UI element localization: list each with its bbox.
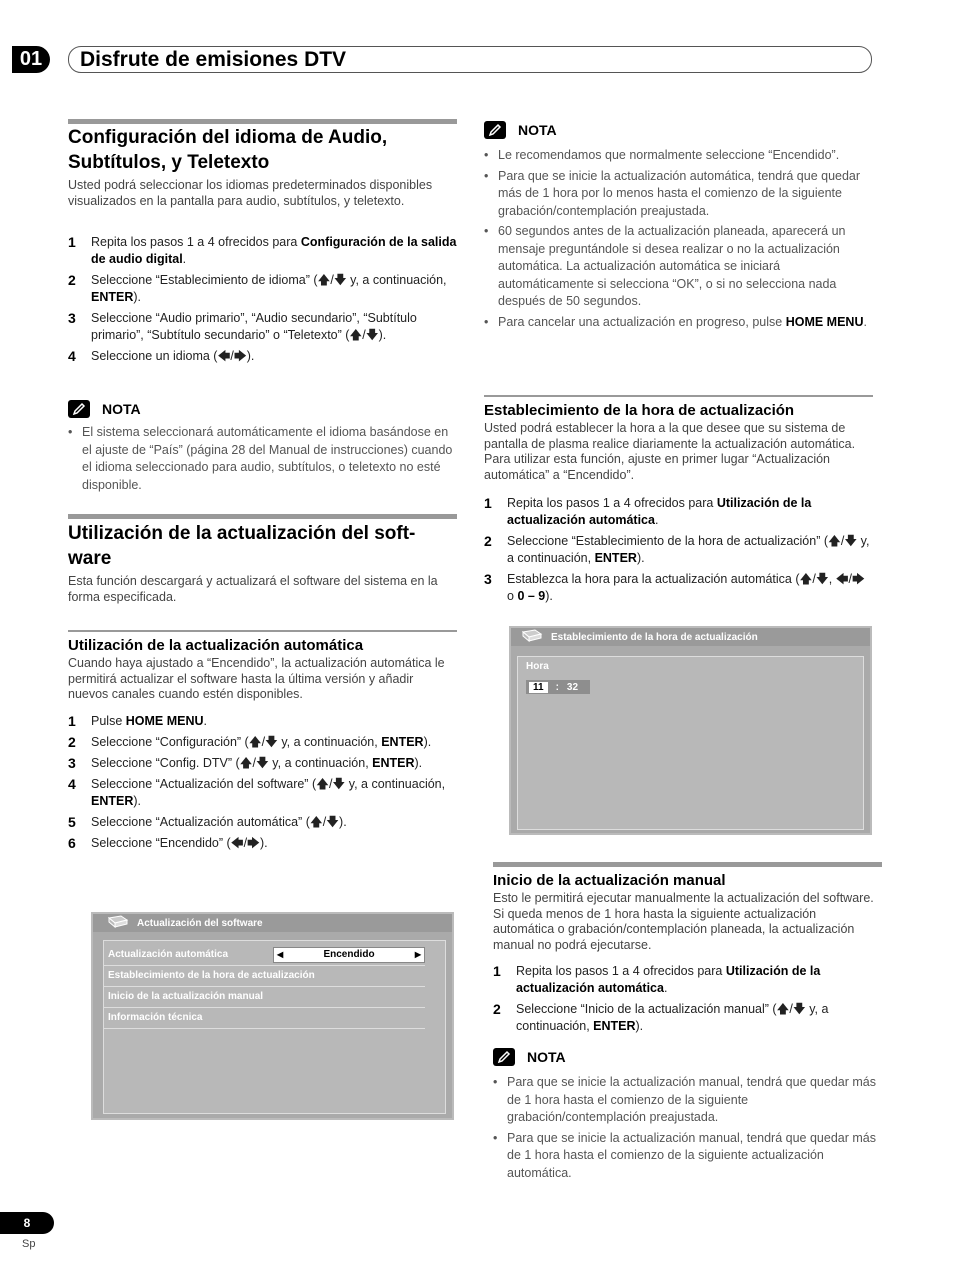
software-update-screen	[91, 912, 454, 1120]
step-text: Repita los pasos 1 a 4 ofrecidos para Utilización de la actualización automática.	[507, 496, 812, 527]
section-rule	[493, 862, 882, 867]
nota-item: • Para cancelar una actualización en progreso, pulse HOME MENU.	[484, 314, 867, 329]
step-item	[68, 348, 457, 365]
menu-row-auto-update[interactable]: Actualización automática ◀ Encendido ▶	[104, 945, 425, 966]
step-item	[68, 755, 457, 772]
tv-icon	[521, 629, 543, 646]
step-number: 3	[68, 310, 76, 326]
language-code: Sp	[22, 1238, 36, 1250]
nota-item: • El sistema seleccionará automáticamente el idioma basándose en el ajuste de “País” (página 28 del Manual de instrucciones) cuando el idioma seleccionado para audio, subtítulos, o teletexto no esté disponible.	[68, 425, 453, 492]
step-number: 5	[68, 814, 76, 830]
nota-manual	[493, 1048, 882, 1185]
steps-update-time	[484, 495, 873, 609]
pencil-icon	[68, 400, 90, 418]
step-number: 1	[68, 234, 76, 250]
step-number: 1	[484, 495, 492, 511]
step-item	[68, 234, 457, 268]
step-text: Pulse HOME MENU.	[91, 714, 208, 728]
step-number: 2	[68, 272, 76, 288]
nota-label: NOTA	[527, 1049, 566, 1065]
nota-label: NOTA	[518, 122, 557, 138]
step-text: Seleccione “Audio primario”, “Audio secundario”, “Subtítulo primario”, “Subtítulo secundario” o “Teletexto” (🡅/🡇).	[91, 311, 417, 342]
step-item	[68, 272, 457, 306]
step-text: Repita los pasos 1 a 4 ofrecidos para Utilización de la actualización automática.	[516, 964, 821, 995]
step-text: Repita los pasos 1 a 4 ofrecidos para Configuración de la salida de audio digital.	[91, 235, 457, 266]
section-title-line2: ware	[68, 548, 112, 569]
section-title-line1: Configuración del idioma de Audio,	[68, 127, 388, 148]
step-item	[68, 776, 457, 810]
steps-auto-update	[68, 713, 457, 856]
subsection-rule	[484, 395, 873, 397]
step-text: Seleccione un idioma (🡄/🡆).	[91, 349, 255, 363]
section-rule	[68, 514, 457, 519]
section-title-line1: Utilización de la actualización del soft-	[68, 523, 416, 544]
step-number: 4	[68, 348, 76, 364]
screen-title: Establecimiento de la hora de actualización	[551, 631, 758, 643]
arrow-left-icon[interactable]: ◀	[277, 950, 284, 959]
section-audio-language	[68, 125, 457, 209]
step-item	[493, 1001, 882, 1035]
step-text: Seleccione “Actualización automática” (🡅/🡇).	[91, 815, 347, 829]
menu-row[interactable]: Información técnica	[104, 1008, 425, 1029]
step-item	[68, 835, 457, 852]
section-software-update	[68, 521, 457, 605]
step-item	[68, 310, 457, 344]
minute-input[interactable]: 32	[566, 681, 579, 693]
hour-input[interactable]: 11	[529, 682, 548, 693]
nota-item: • 60 segundos antes de la actualización planeada, aparecerá un mensaje preguntándole si desea realizar o no la actualización automática. La actualización automática se iniciará automáticamente si selecciona “OK”, o si no selecciona nada después de 50 segundos.	[484, 224, 846, 308]
subsection-intro: Usted podrá establecer la hora a la que desee que su sistema de pantalla de plasma realice diariamente la actualización automática. Para utilizar esta función, ajuste en primer lugar “Actualización automática” a “Encendido”.	[484, 421, 856, 482]
tv-icon	[107, 915, 129, 932]
step-item	[484, 495, 873, 529]
steps-audio-language	[68, 234, 457, 369]
nota-item: • Para que se inicie la actualización manual, tendrá que quedar más de 1 hora hasta el comienzo de la siguiente grabación/contemplación preajustada.	[493, 1075, 876, 1124]
subsection-title: Establecimiento de la hora de actualización	[484, 402, 795, 419]
nota-audio	[68, 400, 457, 497]
step-number: 3	[484, 571, 492, 587]
step-item	[68, 814, 457, 831]
subsection-intro: Esto le permitirá ejecutar manualmente la actualización del software. Si queda menos de 1 hora hasta la siguiente actualización automática o grabación/contemplación planeada, la actualización manual no podrá ejecutarse.	[493, 891, 874, 952]
step-text: Seleccione “Configuración” (🡅/🡇 y, a continuación, ENTER).	[91, 735, 432, 749]
step-item	[68, 713, 457, 730]
subsection-manual-update	[493, 872, 878, 953]
step-number: 6	[68, 835, 76, 851]
subsection-title: Inicio de la actualización manual	[493, 872, 726, 889]
subsection-update-time	[484, 402, 873, 483]
step-text: Seleccione “Inicio de la actualización manual” (🡅/🡇 y, a continuación, ENTER).	[516, 1002, 829, 1033]
step-text: Seleccione “Config. DTV” (🡅/🡇 y, a continuación, ENTER).	[91, 756, 423, 770]
step-number: 2	[484, 533, 492, 549]
chapter-title: Disfrute de emisiones DTV	[80, 48, 347, 71]
step-text: Seleccione “Establecimiento de idioma” (🡅/🡇 y, a continuación, ENTER).	[91, 273, 447, 304]
step-number: 1	[493, 963, 501, 979]
time-label: Hora	[526, 661, 549, 672]
step-item	[484, 533, 873, 567]
time-field[interactable]	[526, 680, 590, 694]
subsection-rule	[68, 630, 457, 632]
nota-label: NOTA	[102, 401, 141, 417]
step-number: 4	[68, 776, 76, 792]
menu-row[interactable]: Establecimiento de la hora de actualización	[104, 966, 425, 987]
arrow-right-icon[interactable]: ▶	[414, 950, 421, 959]
step-text: Seleccione “Establecimiento de la hora de actualización” (🡅/🡇 y, a continuación, ENTER).	[507, 534, 870, 565]
section-intro: Usted podrá seleccionar los idiomas predeterminados disponibles visualizados en la pantalla para audio, subtítulos, y teletexto.	[68, 178, 433, 208]
pencil-icon	[484, 121, 506, 139]
update-time-screen	[509, 626, 872, 835]
step-number: 1	[68, 713, 76, 729]
step-item	[484, 571, 873, 605]
subsection-auto-update	[68, 637, 457, 703]
section-intro: Esta función descargará y actualizará el software del sistema en la forma especificada.	[68, 574, 438, 604]
pencil-icon	[493, 1048, 515, 1066]
page-number: 8	[0, 1212, 54, 1234]
time-separator: :	[555, 681, 559, 693]
step-text: Establezca la hora para la actualización automática (🡅/🡇, 🡄/🡆 o 0 – 9).	[507, 572, 865, 603]
section-rule	[68, 119, 457, 124]
nota-auto-update	[484, 121, 874, 334]
menu-row[interactable]: Inicio de la actualización manual	[104, 987, 425, 1008]
step-number: 2	[68, 734, 76, 750]
step-text: Seleccione “Encendido” (🡄/🡆).	[91, 836, 268, 850]
nota-item: • Para que se inicie la actualización manual, tendrá que quedar más de 1 hora hasta el comienzo de la siguiente actualización automática.	[493, 1130, 876, 1180]
step-text: Seleccione “Actualización del software” (🡅/🡇 y, a continuación, ENTER).	[91, 777, 446, 808]
subsection-intro: Cuando haya ajustado a “Encendido”, la actualización automática le permitirá actualizar el software hasta la última versión y añadir nuevos canales cuando estén disponibles.	[68, 656, 445, 701]
nota-item: • Para que se inicie la actualización automática, tendrá que quedar más de 1 hora por lo menos hasta el comienzo de la siguiente grabación/contemplación preajustada.	[484, 168, 861, 218]
value-selector[interactable]: ◀ Encendido ▶	[273, 947, 425, 963]
step-item	[68, 734, 457, 751]
nota-item: • Le recomendamos que normalmente seleccione “Encendido”.	[484, 148, 840, 162]
step-item	[493, 963, 882, 997]
nota-list	[484, 147, 874, 331]
step-number: 3	[68, 755, 76, 771]
steps-manual-update	[493, 963, 882, 1039]
section-title-line2: Subtítulos, y Teletexto	[68, 152, 270, 173]
step-number: 2	[493, 1001, 501, 1017]
screen-title: Actualización del software	[137, 917, 263, 929]
chapter-number: 01	[12, 46, 50, 73]
subsection-title: Utilización de la actualización automática	[68, 637, 364, 654]
